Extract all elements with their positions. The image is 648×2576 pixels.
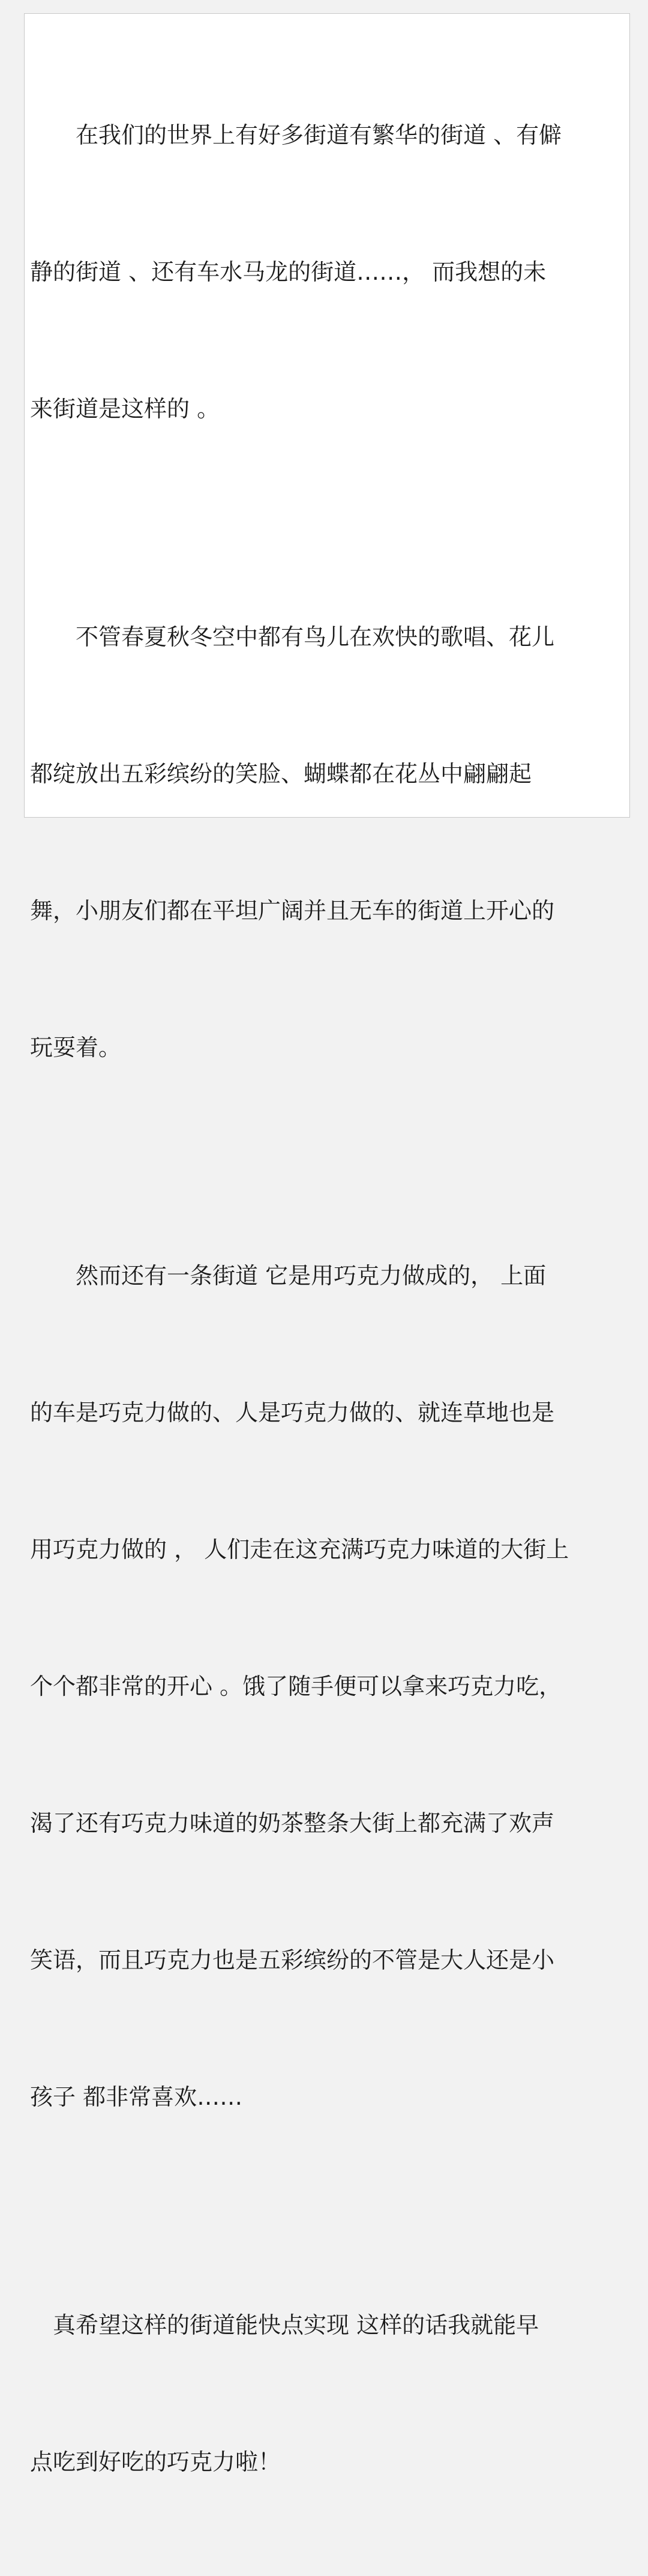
- paragraph-4-line-1: 真希望这样的街道能快点实现 这样的话我就能早: [30, 2312, 539, 2338]
- document-page: [24, 13, 630, 2475]
- paragraph-2-line-4: 玩耍着。: [30, 1034, 122, 1061]
- paragraph-3-line-4: 个个都非常的开心 。饿了随手便可以拿来巧克力吃，: [30, 1673, 562, 1700]
- paragraph-1-line-3: 来街道是这样的 。: [30, 396, 220, 422]
- paragraph-3-line-7: 孩子 都非常喜欢……: [30, 2084, 243, 2110]
- paragraph-2-line-1: 不管春夏秋冬空中都有鸟儿在欢快的歌唱、花儿: [30, 624, 555, 650]
- paragraph-3: [30, 1162, 630, 2211]
- paragraph-3-line-2: 的车是巧克力做的、人是巧克力做的、就连草地也是: [30, 1399, 555, 1426]
- paragraph-3-line-1: 然而还有一条街道 它是用巧克力做成的， 上面: [30, 1262, 547, 1289]
- paragraph-2-line-3: 舞，小朋友们都在平坦广阔并且无车的街道上开心的: [30, 897, 555, 924]
- paragraph-3-line-6: 笑语，而且巧克力也是五彩缤纷的不管是大人还是小: [30, 1947, 555, 1973]
- paragraph-3-line-5: 渴了还有巧克力味道的奶茶整条大街上都充满了欢声: [30, 1810, 555, 1836]
- essay-text: [30, 21, 630, 2576]
- paragraph-2-line-2: 都绽放出五彩缤纷的笑脸、蝴蝶都在花丛中翩翩起: [30, 761, 532, 787]
- paragraph-4-line-2: 点吃到好吃的巧克力啦！: [30, 2449, 281, 2475]
- paragraph-3-line-3: 用巧克力做的 ， 人们走在这充满巧克力味道的大街上: [30, 1536, 569, 1563]
- paragraph-2: [30, 523, 630, 1162]
- paragraph-1: [30, 21, 630, 523]
- paragraph-1-line-2: 静的街道 、还有车水马龙的街道……， 而我想的未: [30, 259, 547, 285]
- paragraph-4: [30, 2211, 630, 2576]
- paragraph-1-line-1: 在我们的世界上有好多街道有繁华的街道 、有僻: [30, 122, 562, 148]
